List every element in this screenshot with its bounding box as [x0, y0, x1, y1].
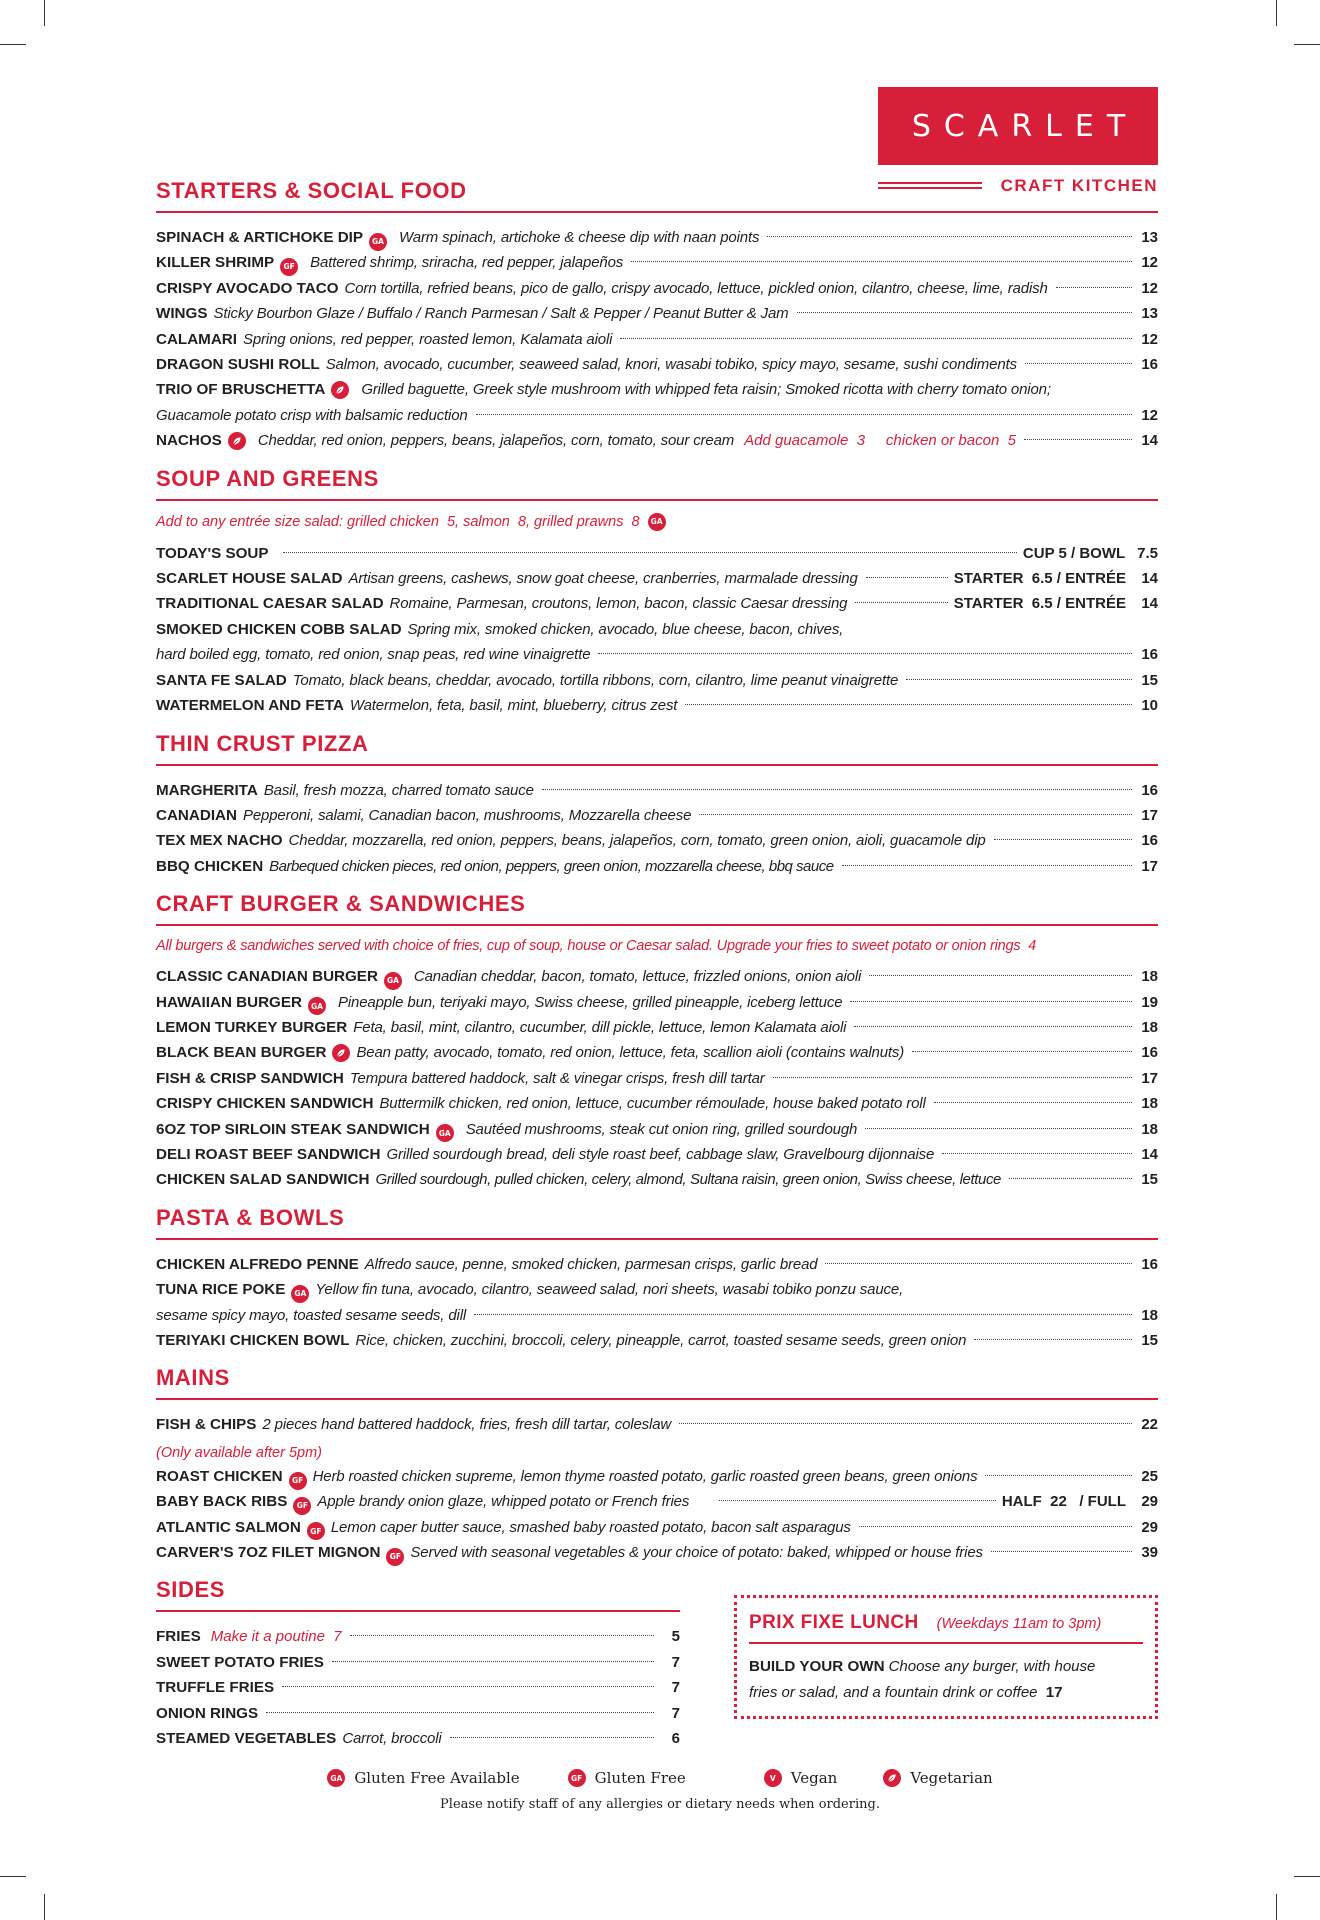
leader-dots — [282, 1686, 654, 1687]
item-name: FISH & CRISP SANDWICH — [156, 1069, 344, 1087]
section-note — [156, 513, 1158, 531]
item-name: LEMON TURKEY BURGER — [156, 1018, 348, 1036]
item-price: 18 — [1141, 1095, 1158, 1113]
item-price: 16 — [1141, 781, 1158, 799]
prix-fixe-desc: Choose any burger, with house — [888, 1658, 1096, 1676]
item-price: 12 — [1141, 330, 1158, 348]
prix-fixe-desc-continued: fries or salad, and a fountain drink or coffee — [749, 1684, 1038, 1702]
item-name: TEX MEX NACHO — [156, 832, 283, 850]
item-price: 14 — [1141, 1145, 1158, 1163]
note-text: Add to any entrée size salad: grilled chicken 5, salmon 8, grilled prawns 8 — [156, 513, 640, 530]
item-price: 14 — [1141, 432, 1158, 450]
item-price: 12 — [1141, 279, 1158, 297]
crop-mark — [1276, 0, 1277, 26]
item-price: 7 — [671, 1653, 680, 1671]
item-name: WATERMELON AND FETA — [156, 697, 344, 715]
section-rule — [156, 1398, 1158, 1400]
prix-fixe-box — [734, 1595, 1158, 1719]
mains-availability-note: (Only available after 5pm) — [156, 1444, 323, 1461]
item-price: 16 — [1141, 356, 1158, 374]
item-price: 14 — [1141, 570, 1158, 588]
crop-mark — [1276, 1894, 1277, 1920]
item-price: 13 — [1141, 305, 1158, 323]
menu-item — [156, 1066, 1158, 1091]
menu-item — [156, 591, 1158, 616]
item-price: 7 — [671, 1704, 680, 1722]
menu-item — [156, 778, 1158, 803]
legend-item — [327, 1769, 519, 1787]
item-addon: Make it a poutine 7 — [210, 1628, 342, 1646]
leader-dots — [866, 577, 948, 578]
item-desc: Bean patty, avocado, tomato, red onion, lettuce, feta, scallion aioli (contains walnuts) — [356, 1044, 905, 1062]
leader-dots — [985, 1475, 1132, 1476]
item-desc: Artisan greens, cashews, snow goat cheese, cranberries, marmalade dressing — [348, 570, 858, 588]
section-title: MAINS — [156, 1365, 230, 1391]
item-desc: Yellow fin tuna, avocado, cilantro, seaweed salad, nori sheets, wasabi tobiko ponzu sauce, — [315, 1281, 904, 1299]
item-name: SPINACH & ARTICHOKE DIP — [156, 229, 364, 246]
item-desc-continued: sesame spicy mayo, toasted sesame seeds, dill — [156, 1306, 467, 1324]
section-title: SIDES — [156, 1577, 226, 1603]
leader-dots — [1056, 287, 1132, 288]
leader-dots — [934, 1102, 1132, 1103]
menu-item — [156, 566, 1158, 591]
item-desc: Alfredo sauce, penne, smoked chicken, parmesan crisps, garlic bread — [364, 1255, 818, 1273]
legend-item — [568, 1769, 686, 1787]
leader-dots — [679, 1423, 1132, 1424]
prix-fixe-body — [749, 1654, 1143, 1706]
section-pizza — [156, 731, 1158, 880]
item-desc: Romaine, Parmesan, croutons, lemon, bacon, classic Caesar dressing — [389, 595, 848, 613]
item-desc: Corn tortilla, refried beans, pico de gallo, crispy avocado, lettuce, pickled onion, cilantro, cheese, lime, radish — [344, 279, 1048, 297]
menu-item — [156, 1040, 1158, 1065]
allergy-note: Please notify staff of any allergies or dietary needs when ordering. — [440, 1797, 880, 1812]
section-sides — [156, 1577, 680, 1751]
leader-dots — [942, 1153, 1132, 1154]
item-price: 12 — [1141, 254, 1158, 272]
item-name: ROAST CHICKEN — [156, 1467, 283, 1485]
item-desc: Grilled sourdough, pulled chicken, celery, almond, Sultana raisin, green onion, Swiss cheese, lettuce — [375, 1171, 1001, 1189]
item-name: ATLANTIC SALMON — [156, 1518, 301, 1536]
item-name: TUNA RICE POKE — [156, 1281, 286, 1299]
item-name: FISH & CHIPS — [156, 1416, 257, 1434]
item-desc: Grilled baguette, Greek style mushroom with whipped feta raisin; Smoked ricotta with cherry tomato onion; — [361, 381, 1051, 399]
item-desc: Tempura battered haddock, salt & vinegar crisps, fresh dill tartar — [349, 1069, 765, 1087]
menu-item — [156, 1167, 1158, 1192]
note-text: All burgers & sandwiches served with choice of fries, cup of soup, house or Caesar salad. Upgrade your fries to sweet potato or onion rings 4 — [156, 938, 1036, 955]
item-name: TODAY'S SOUP — [156, 544, 269, 562]
menu-item — [156, 1675, 680, 1700]
item-price: 22 — [1141, 1416, 1158, 1434]
menu-item — [156, 964, 1158, 989]
item-desc: Canadian cheddar, bacon, tomato, lettuce, frizzled onions, onion aioli — [413, 968, 862, 986]
menu-item — [156, 668, 1158, 693]
item-price: 10 — [1141, 697, 1158, 715]
item-price: 18 — [1141, 1018, 1158, 1036]
menu-item — [156, 428, 1158, 453]
crop-mark — [0, 44, 26, 45]
item-price: 7.5 — [1137, 544, 1158, 562]
item-name: BABY BACK RIBS — [156, 1493, 288, 1511]
menu-item — [156, 854, 1158, 879]
section-rule — [156, 499, 1158, 501]
item-name: ONION RINGS — [156, 1704, 259, 1722]
leader-dots — [631, 261, 1132, 262]
leader-dots — [773, 1077, 1132, 1078]
menu-item — [156, 1277, 1158, 1328]
item-name: BBQ CHICKEN — [156, 857, 264, 875]
gluten-free-icon: GF — [307, 1522, 325, 1540]
section-rule — [156, 211, 1158, 213]
item-desc: Spring onions, red pepper, roasted lemon, Kalamata aioli — [243, 330, 613, 348]
legend-label: Vegetarian — [910, 1769, 993, 1787]
item-price: 15 — [1141, 1332, 1158, 1349]
prix-fixe-hours: (Weekdays 11am to 3pm) — [936, 1616, 1102, 1633]
item-desc: Watermelon, feta, basil, mint, blueberry, citrus zest — [349, 697, 678, 715]
prix-fixe-title: PRIX FIXE LUNCH — [749, 1612, 919, 1634]
item-name: FRIES — [156, 1628, 201, 1646]
section-title: PASTA & BOWLS — [156, 1204, 345, 1230]
crop-mark — [1294, 44, 1320, 45]
menu-item — [156, 1701, 680, 1726]
leader-dots — [1009, 1178, 1132, 1179]
item-desc: Spring mix, smoked chicken, avocado, blue cheese, bacon, chives, — [407, 620, 844, 638]
item-price: 13 — [1141, 229, 1158, 246]
menu-item — [156, 990, 1158, 1015]
legend-item — [764, 1769, 838, 1787]
leader-dots — [912, 1051, 1132, 1052]
item-price: 15 — [1141, 1171, 1158, 1189]
item-price: 5 — [671, 1628, 680, 1646]
leader-dots — [906, 679, 1132, 680]
item-desc: Served with seasonal vegetables & your choice of potato: baked, whipped or house fries — [410, 1544, 983, 1562]
prix-fixe-name: BUILD YOUR OWN — [749, 1658, 885, 1676]
menu-item — [156, 1726, 680, 1751]
menu-item — [156, 693, 1158, 718]
item-price: 16 — [1141, 646, 1158, 664]
leader-dots — [598, 653, 1132, 654]
item-desc: 2 pieces hand battered haddock, fries, fresh dill tartar, coleslaw — [262, 1416, 672, 1434]
vegan-icon: V — [764, 1769, 782, 1787]
section-title: SOUP AND GREENS — [156, 465, 379, 491]
section-rule — [156, 924, 1158, 926]
leader-dots — [855, 602, 947, 603]
crop-mark — [0, 1876, 26, 1877]
item-desc: Carrot, broccoli — [342, 1730, 442, 1748]
item-name: TRUFFLE FRIES — [156, 1679, 275, 1697]
menu-item — [156, 1328, 1158, 1353]
menu-item — [156, 327, 1158, 352]
menu-item — [156, 225, 1158, 250]
item-name: SWEET POTATO FRIES — [156, 1653, 324, 1671]
gluten-free-icon: GF — [568, 1769, 586, 1787]
leader-dots — [974, 1339, 1132, 1340]
crop-mark — [44, 0, 45, 26]
item-price: 25 — [1141, 1467, 1158, 1485]
section-starters — [156, 178, 1158, 454]
prix-fixe-header — [749, 1612, 1143, 1644]
leader-dots — [994, 839, 1132, 840]
section-soup — [156, 466, 1158, 719]
item-price: 7 — [671, 1679, 680, 1697]
leader-dots — [476, 414, 1132, 415]
item-desc: Feta, basil, mint, cilantro, cucumber, dill pickle, lettuce, lemon Kalamata aioli — [353, 1018, 847, 1036]
gluten-free-available-icon: GA — [369, 233, 387, 251]
section-title: CRAFT BURGER & SANDWICHES — [156, 891, 526, 917]
item-name: TERIYAKI CHICKEN BOWL — [156, 1332, 350, 1349]
leader-dots — [859, 1526, 1132, 1527]
item-name: CHICKEN SALAD SANDWICH — [156, 1171, 370, 1189]
leader-dots — [266, 1712, 654, 1713]
item-name: DRAGON SUSHI ROLL — [156, 356, 320, 374]
item-price: 15 — [1141, 671, 1158, 689]
item-addon: Add guacamole 3 chicken or bacon 5 — [744, 432, 1016, 450]
leader-dots — [699, 814, 1132, 815]
item-name: CLASSIC CANADIAN BURGER — [156, 968, 378, 986]
section-title: STARTERS & SOCIAL FOOD — [156, 178, 467, 203]
item-name: SCARLET HOUSE SALAD — [156, 570, 343, 588]
menu-item — [156, 828, 1158, 853]
brand-logo: SCARLET — [878, 87, 1158, 165]
item-name: DELI ROAST BEEF SANDWICH — [156, 1145, 381, 1163]
item-name: SMOKED CHICKEN COBB SALAD — [156, 620, 402, 638]
item-name: NACHOS — [156, 432, 222, 450]
item-desc: Cheddar, red onion, peppers, beans, jalapeños, corn, tomato, sour cream — [257, 432, 735, 450]
item-desc: Buttermilk chicken, red onion, lettuce, cucumber rémoulade, house baked potato roll — [379, 1095, 926, 1113]
vegetarian-icon — [228, 432, 246, 450]
leader-dots — [865, 1128, 1132, 1129]
leader-dots — [854, 1026, 1132, 1027]
gluten-free-icon: GF — [280, 258, 298, 276]
item-price: 17 — [1141, 857, 1158, 875]
crop-mark — [44, 1894, 45, 1920]
leader-dots — [991, 1551, 1132, 1552]
item-desc: Battered shrimp, sriracha, red pepper, jalapeños — [310, 254, 624, 272]
legend-label: Gluten Free — [594, 1769, 686, 1787]
dietary-legend — [0, 1769, 1320, 1787]
gluten-free-icon: GF — [293, 1497, 311, 1515]
item-name: SANTA FE SALAD — [156, 671, 287, 689]
leader-dots — [767, 236, 1132, 237]
item-size: STARTER 6.5 / ENTRÉE — [953, 570, 1126, 588]
item-name: CANADIAN — [156, 806, 237, 824]
item-price: 16 — [1141, 1255, 1158, 1273]
menu-item — [156, 1540, 1158, 1565]
item-desc: Cheddar, mozzarella, red onion, peppers, beans, jalapeños, corn, tomato, green onion, aioli, guacamole dip — [288, 832, 986, 850]
item-size: HALF 22 / FULL — [1001, 1493, 1126, 1511]
menu-item — [156, 1117, 1158, 1142]
menu-item — [156, 1624, 680, 1649]
item-desc: Tomato, black beans, cheddar, avocado, tortilla ribbons, corn, cilantro, lime peanut vinaigrette — [292, 671, 899, 689]
leader-dots — [1025, 363, 1132, 364]
menu-item — [156, 1142, 1158, 1167]
menu-item — [156, 803, 1158, 828]
section-note — [156, 938, 1158, 954]
leader-dots — [332, 1661, 654, 1662]
menu-item — [156, 1650, 680, 1675]
item-price: 14 — [1141, 595, 1158, 613]
item-size: CUP 5 / BOWL — [1022, 544, 1126, 562]
leader-dots — [620, 338, 1132, 339]
section-mains — [156, 1365, 1158, 1565]
item-price: 6 — [671, 1730, 680, 1748]
item-size: STARTER 6.5 / ENTRÉE — [953, 595, 1126, 613]
item-price: 12 — [1141, 406, 1158, 424]
item-name: TRIO OF BRUSCHETTA — [156, 381, 326, 399]
menu-item — [156, 1252, 1158, 1277]
item-price: 18 — [1141, 1306, 1158, 1324]
menu-item — [156, 352, 1158, 377]
item-desc: Grilled sourdough bread, deli style roast beef, cabbage slaw, Gravelbourg dijonnaise — [386, 1145, 935, 1163]
item-name: KILLER SHRIMP — [156, 254, 275, 272]
sides-row — [156, 1577, 1158, 1751]
menu-item — [156, 276, 1158, 301]
gluten-free-icon: GF — [386, 1548, 404, 1566]
gluten-free-available-icon: GA — [648, 513, 666, 531]
item-price: 18 — [1141, 1120, 1158, 1138]
menu-item — [156, 1015, 1158, 1040]
section-title: THIN CRUST PIZZA — [156, 730, 369, 756]
legend-item — [883, 1769, 992, 1787]
leader-dots — [283, 552, 1017, 553]
legend-label: Gluten Free Available — [354, 1769, 520, 1787]
brand-subtitle: CRAFT KITCHEN — [1000, 176, 1158, 195]
item-desc: Rice, chicken, zucchini, broccoli, celery, pineapple, carrot, toasted sesame seeds, green onion — [355, 1332, 967, 1349]
leader-dots — [450, 1737, 654, 1738]
item-name: TRADITIONAL CAESAR SALAD — [156, 595, 384, 613]
item-desc: Pineapple bun, teriyaki mayo, Swiss cheese, grilled pineapple, iceberg lettuce — [337, 993, 843, 1011]
leader-dots — [797, 312, 1132, 313]
crop-mark — [1294, 1876, 1320, 1877]
leader-dots — [542, 789, 1132, 790]
menu-item — [156, 1464, 1158, 1489]
item-price: 16 — [1141, 1044, 1158, 1062]
section-pasta — [156, 1205, 1158, 1354]
item-name: CHICKEN ALFREDO PENNE — [156, 1255, 359, 1273]
item-desc: Sautéed mushrooms, steak cut onion ring, grilled sourdough — [465, 1120, 858, 1138]
item-name: CRISPY CHICKEN SANDWICH — [156, 1095, 374, 1113]
leader-dots — [474, 1314, 1132, 1315]
leader-dots — [719, 1500, 996, 1501]
section-rule — [156, 764, 1158, 766]
gluten-free-available-icon: GA — [436, 1124, 454, 1142]
gluten-free-available-icon: GA — [327, 1769, 345, 1787]
menu-item — [156, 250, 1158, 275]
gluten-free-icon: GF — [289, 1472, 307, 1490]
item-name: BLACK BEAN BURGER — [156, 1044, 327, 1062]
leader-dots — [850, 1001, 1132, 1002]
item-desc-continued: Guacamole potato crisp with balsamic reduction — [156, 406, 468, 424]
leader-dots — [350, 1635, 654, 1636]
gluten-free-available-icon: GA — [308, 997, 326, 1015]
item-price: 39 — [1141, 1544, 1158, 1562]
item-desc: Warm spinach, artichoke & cheese dip with naan points — [399, 229, 760, 246]
leader-dots — [685, 704, 1132, 705]
leader-dots — [842, 865, 1132, 866]
legend-label: Vegan — [790, 1769, 838, 1787]
menu-item — [156, 617, 1158, 668]
section-rule — [156, 1610, 680, 1612]
menu-item — [156, 1091, 1158, 1116]
menu-item — [156, 301, 1158, 326]
item-desc: Pepperoni, salami, Canadian bacon, mushrooms, Mozzarella cheese — [243, 806, 692, 824]
item-price: 18 — [1141, 968, 1158, 986]
leader-dots — [1024, 439, 1132, 440]
item-desc: Herb roasted chicken supreme, lemon thyme roasted potato, garlic roasted green beans, green onions — [312, 1467, 978, 1485]
item-desc: Apple brandy onion glaze, whipped potato or French fries — [317, 1493, 690, 1511]
item-price: 17 — [1141, 806, 1158, 824]
item-desc: Sticky Bourbon Glaze / Buffalo / Ranch Parmesan / Salt & Pepper / Peanut Butter & Jam — [213, 305, 789, 323]
menu-item — [156, 1489, 1158, 1514]
item-name: HAWAIIAN BURGER — [156, 993, 302, 1011]
section-burgers — [156, 891, 1158, 1193]
prix-fixe-price: 17 — [1045, 1684, 1063, 1702]
item-desc-continued: hard boiled egg, tomato, red onion, snap peas, red wine vinaigrette — [156, 646, 591, 664]
menu-item — [156, 377, 1158, 428]
item-price: 17 — [1141, 1069, 1158, 1087]
item-price: 29 — [1141, 1518, 1158, 1536]
item-desc: Basil, fresh mozza, charred tomato sauce — [263, 781, 534, 799]
item-name: STEAMED VEGETABLES — [156, 1730, 337, 1748]
menu-item — [156, 541, 1158, 566]
item-desc: Barbequed chicken pieces, red onion, peppers, green onion, mozzarella cheese, bbq sauce — [269, 857, 834, 875]
item-name: MARGHERITA — [156, 781, 258, 799]
item-name: CARVER'S 7OZ FILET MIGNON — [156, 1544, 381, 1562]
gluten-free-available-icon: GA — [291, 1285, 309, 1303]
leader-dots — [869, 975, 1132, 976]
item-desc: Salmon, avocado, cucumber, seaweed salad, knori, wasabi tobiko, spicy mayo, sesame, sushi condiments — [325, 356, 1017, 374]
vegetarian-icon — [332, 1044, 350, 1062]
item-name: CRISPY AVOCADO TACO — [156, 279, 339, 297]
menu-item — [156, 1412, 1158, 1437]
item-name: CALAMARI — [156, 330, 237, 348]
leader-dots — [825, 1263, 1132, 1264]
section-rule — [156, 1238, 1158, 1240]
item-desc: Lemon caper butter sauce, smashed baby roasted potato, bacon salt asparagus — [330, 1518, 851, 1536]
item-name: WINGS — [156, 305, 208, 323]
menu — [156, 178, 1158, 1751]
vegetarian-icon — [331, 381, 349, 399]
gluten-free-available-icon: GA — [384, 972, 402, 990]
item-price: 16 — [1141, 832, 1158, 850]
item-price: 19 — [1141, 993, 1158, 1011]
vegetarian-icon — [883, 1769, 901, 1787]
item-price: 29 — [1141, 1493, 1158, 1511]
item-name: 6OZ TOP SIRLOIN STEAK SANDWICH — [156, 1120, 430, 1138]
